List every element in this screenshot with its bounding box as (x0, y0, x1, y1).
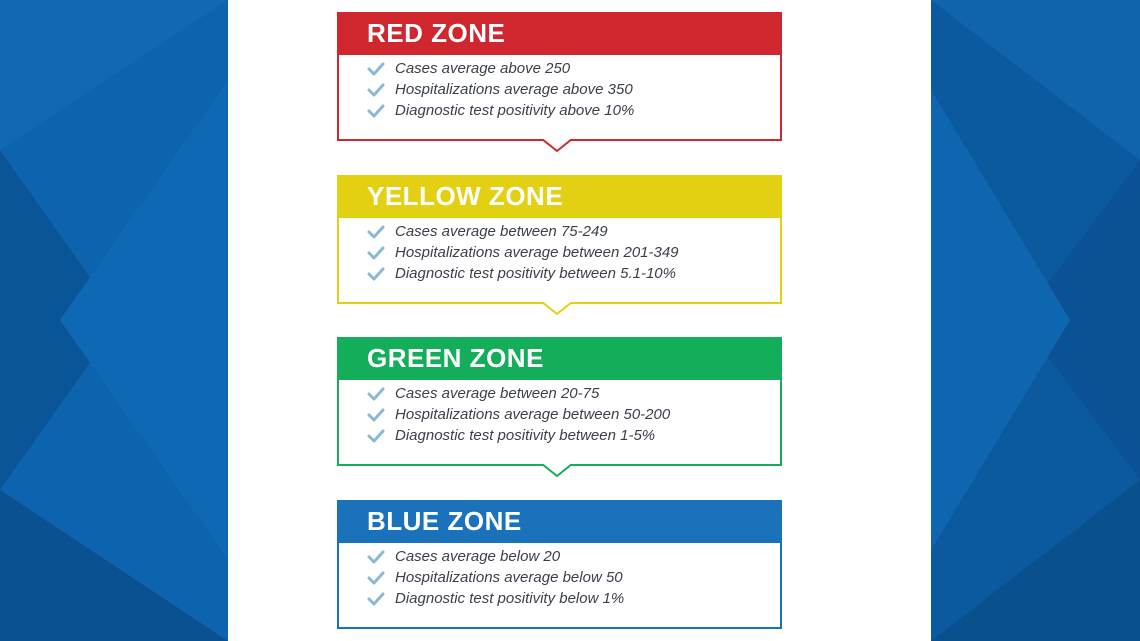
criteria-text: Hospitalizations average above 350 (395, 81, 633, 98)
list-item (367, 546, 780, 567)
list-item (367, 567, 780, 588)
down-pointer-icon (542, 139, 572, 153)
check-icon (367, 387, 385, 401)
criteria-list (339, 55, 780, 121)
list-item (367, 383, 780, 404)
criteria-list (339, 543, 780, 609)
criteria-text: Diagnostic test positivity below 1% (395, 590, 625, 607)
list-item (367, 263, 780, 284)
list-item (367, 79, 780, 100)
list-item (367, 588, 780, 609)
list-item (367, 425, 780, 446)
down-pointer-icon (542, 302, 572, 316)
check-icon (367, 429, 385, 443)
criteria-text: Cases average below 20 (395, 548, 561, 565)
criteria-text: Hospitalizations average below 50 (395, 569, 623, 586)
list-item (367, 404, 780, 425)
criteria-list (339, 380, 780, 446)
green-zone-card (337, 337, 782, 466)
zone-title: YELLOW ZONE (337, 175, 782, 218)
zone-title: BLUE ZONE (337, 500, 782, 543)
list-item (367, 100, 780, 121)
criteria-text: Diagnostic test positivity above 10% (395, 102, 635, 119)
list-item (367, 242, 780, 263)
check-icon (367, 62, 385, 76)
check-icon (367, 550, 385, 564)
criteria-text: Diagnostic test positivity between 5.1-10% (395, 265, 676, 282)
list-item (367, 58, 780, 79)
zone-title: GREEN ZONE (337, 337, 782, 380)
check-icon (367, 104, 385, 118)
check-icon (367, 83, 385, 97)
blue-zone-card (337, 500, 782, 629)
criteria-list (339, 218, 780, 284)
criteria-text: Hospitalizations average between 201-349 (395, 244, 679, 261)
check-icon (367, 571, 385, 585)
criteria-text: Cases average above 250 (395, 60, 571, 77)
down-pointer-icon (542, 464, 572, 478)
check-icon (367, 225, 385, 239)
zone-title: RED ZONE (337, 12, 782, 55)
check-icon (367, 592, 385, 606)
check-icon (367, 246, 385, 260)
criteria-text: Cases average between 75-249 (395, 223, 608, 240)
check-icon (367, 267, 385, 281)
criteria-text: Hospitalizations average between 50-200 (395, 406, 671, 423)
check-icon (367, 408, 385, 422)
yellow-zone-card (337, 175, 782, 304)
criteria-text: Diagnostic test positivity between 1-5% (395, 427, 656, 444)
list-item (367, 221, 780, 242)
criteria-text: Cases average between 20-75 (395, 385, 600, 402)
red-zone-card (337, 12, 782, 141)
